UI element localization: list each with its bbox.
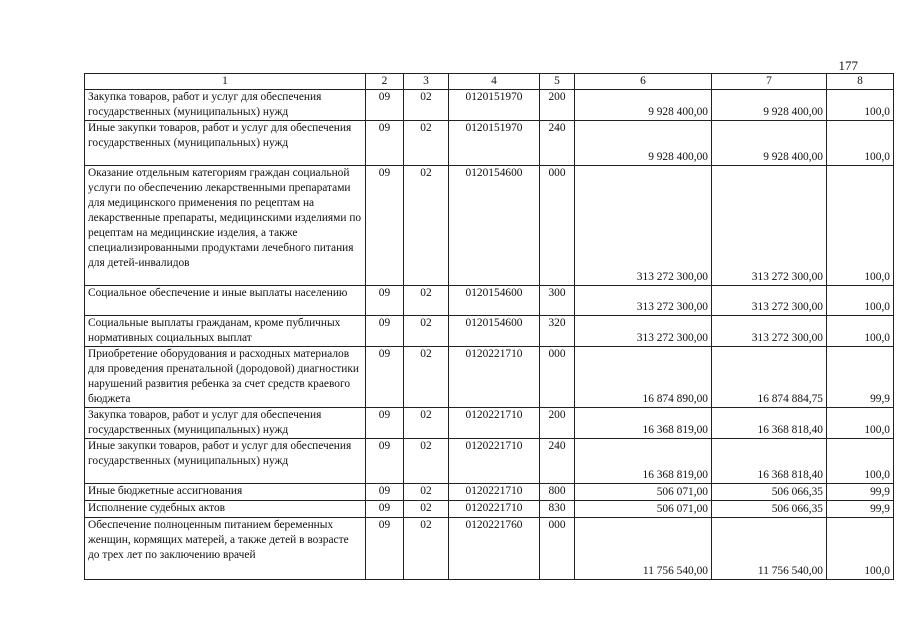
row-target-code: 0120221710 bbox=[449, 484, 540, 501]
row-subsection: 02 bbox=[404, 286, 449, 316]
table-row bbox=[85, 484, 894, 501]
row-plan: 313 272 300,00 bbox=[575, 166, 712, 286]
row-plan: 506 071,00 bbox=[575, 484, 712, 501]
row-target-code: 0120154600 bbox=[449, 166, 540, 286]
row-executed: 506 066,35 bbox=[712, 484, 827, 501]
table-row bbox=[85, 90, 894, 121]
row-subsection: 02 bbox=[404, 518, 449, 580]
header-cell: 7 bbox=[712, 74, 827, 90]
row-plan: 9 928 400,00 bbox=[575, 90, 712, 121]
row-expense-type: 300 bbox=[540, 286, 575, 316]
row-expense-type: 800 bbox=[540, 484, 575, 501]
row-executed: 16 874 884,75 bbox=[712, 347, 827, 408]
row-percent: 99,9 bbox=[827, 484, 894, 501]
row-executed: 506 066,35 bbox=[712, 501, 827, 518]
row-subsection: 02 bbox=[404, 90, 449, 121]
row-subsection: 02 bbox=[404, 484, 449, 501]
row-expense-type: 200 bbox=[540, 90, 575, 121]
row-name: Обеспечение полноценным питанием беременных женщин, кормящих матерей, а также детей в возрасте до трех лет по заключению врачей bbox=[85, 518, 366, 580]
header-cell: 2 bbox=[366, 74, 404, 90]
header-cell: 3 bbox=[404, 74, 449, 90]
row-subsection: 02 bbox=[404, 166, 449, 286]
header-cell: 4 bbox=[449, 74, 540, 90]
row-section: 09 bbox=[366, 90, 404, 121]
row-executed: 9 928 400,00 bbox=[712, 90, 827, 121]
row-percent: 100,0 bbox=[827, 286, 894, 316]
row-executed: 16 368 818,40 bbox=[712, 439, 827, 484]
budget-table bbox=[84, 73, 894, 580]
row-section: 09 bbox=[366, 518, 404, 580]
table-row bbox=[85, 439, 894, 484]
row-section: 09 bbox=[366, 408, 404, 439]
row-percent: 100,0 bbox=[827, 121, 894, 166]
row-section: 09 bbox=[366, 439, 404, 484]
table-row bbox=[85, 518, 894, 580]
row-expense-type: 830 bbox=[540, 501, 575, 518]
row-subsection: 02 bbox=[404, 347, 449, 408]
row-section: 09 bbox=[366, 484, 404, 501]
row-target-code: 0120221760 bbox=[449, 518, 540, 580]
row-expense-type: 320 bbox=[540, 316, 575, 347]
header-cell: 1 bbox=[85, 74, 366, 90]
row-executed: 9 928 400,00 bbox=[712, 121, 827, 166]
table-row bbox=[85, 501, 894, 518]
row-executed: 313 272 300,00 bbox=[712, 316, 827, 347]
row-name: Оказание отдельным категориям граждан социальной услуги по обеспечению лекарственными препаратами для медицинского применения по рецептам на лекарственные препараты, медицинскими изделиями по рецептам на медицинские изделия, а также специализированными продуктами лечебного питания для детей-инвалидов bbox=[85, 166, 366, 286]
row-executed: 313 272 300,00 bbox=[712, 286, 827, 316]
row-target-code: 0120151970 bbox=[449, 90, 540, 121]
row-name: Исполнение судебных актов bbox=[85, 501, 366, 518]
row-section: 09 bbox=[366, 286, 404, 316]
page-number: 177 bbox=[838, 58, 858, 73]
row-percent: 100,0 bbox=[827, 166, 894, 286]
table-row bbox=[85, 347, 894, 408]
row-executed: 313 272 300,00 bbox=[712, 166, 827, 286]
row-name: Иные бюджетные ассигнования bbox=[85, 484, 366, 501]
row-target-code: 0120154600 bbox=[449, 316, 540, 347]
row-plan: 9 928 400,00 bbox=[575, 121, 712, 166]
row-target-code: 0120151970 bbox=[449, 121, 540, 166]
row-executed: 16 368 818,40 bbox=[712, 408, 827, 439]
row-target-code: 0120221710 bbox=[449, 439, 540, 484]
header-cell: 8 bbox=[827, 74, 894, 90]
row-name: Социальное обеспечение и иные выплаты населению bbox=[85, 286, 366, 316]
row-plan: 16 368 819,00 bbox=[575, 439, 712, 484]
row-percent: 100,0 bbox=[827, 90, 894, 121]
row-name: Социальные выплаты гражданам, кроме публичных нормативных социальных выплат bbox=[85, 316, 366, 347]
row-subsection: 02 bbox=[404, 501, 449, 518]
row-name: Закупка товаров, работ и услуг для обеспечения государственных (муниципальных) нужд bbox=[85, 90, 366, 121]
table-row bbox=[85, 286, 894, 316]
row-section: 09 bbox=[366, 347, 404, 408]
row-target-code: 0120221710 bbox=[449, 501, 540, 518]
row-plan: 11 756 540,00 bbox=[575, 518, 712, 580]
header-cell: 5 bbox=[540, 74, 575, 90]
header-cell: 6 bbox=[575, 74, 712, 90]
row-subsection: 02 bbox=[404, 439, 449, 484]
row-plan: 313 272 300,00 bbox=[575, 286, 712, 316]
table-row bbox=[85, 121, 894, 166]
row-subsection: 02 bbox=[404, 121, 449, 166]
row-expense-type: 240 bbox=[540, 439, 575, 484]
row-plan: 16 368 819,00 bbox=[575, 408, 712, 439]
row-expense-type: 240 bbox=[540, 121, 575, 166]
table-row bbox=[85, 166, 894, 286]
row-percent: 100,0 bbox=[827, 439, 894, 484]
row-target-code: 0120221710 bbox=[449, 408, 540, 439]
row-section: 09 bbox=[366, 166, 404, 286]
row-expense-type: 200 bbox=[540, 408, 575, 439]
header-row bbox=[85, 74, 894, 90]
row-name: Приобретение оборудования и расходных материалов для проведения пренатальной (дородовой) диагностики нарушений развития ребенка за счет средств краевого бюджета bbox=[85, 347, 366, 408]
row-subsection: 02 bbox=[404, 316, 449, 347]
row-name: Закупка товаров, работ и услуг для обеспечения государственных (муниципальных) нужд bbox=[85, 408, 366, 439]
row-plan: 313 272 300,00 bbox=[575, 316, 712, 347]
row-plan: 16 874 890,00 bbox=[575, 347, 712, 408]
table-row bbox=[85, 408, 894, 439]
row-percent: 100,0 bbox=[827, 518, 894, 580]
row-plan: 506 071,00 bbox=[575, 501, 712, 518]
row-expense-type: 000 bbox=[540, 347, 575, 408]
row-percent: 99,9 bbox=[827, 501, 894, 518]
row-percent: 99,9 bbox=[827, 347, 894, 408]
row-target-code: 0120221710 bbox=[449, 347, 540, 408]
row-expense-type: 000 bbox=[540, 518, 575, 580]
row-target-code: 0120154600 bbox=[449, 286, 540, 316]
row-section: 09 bbox=[366, 501, 404, 518]
table-row bbox=[85, 316, 894, 347]
row-name: Иные закупки товаров, работ и услуг для обеспечения государственных (муниципальных) нужд bbox=[85, 439, 366, 484]
row-section: 09 bbox=[366, 316, 404, 347]
row-percent: 100,0 bbox=[827, 316, 894, 347]
row-expense-type: 000 bbox=[540, 166, 575, 286]
row-name: Иные закупки товаров, работ и услуг для обеспечения государственных (муниципальных) нужд bbox=[85, 121, 366, 166]
row-section: 09 bbox=[366, 121, 404, 166]
row-subsection: 02 bbox=[404, 408, 449, 439]
row-executed: 11 756 540,00 bbox=[712, 518, 827, 580]
row-percent: 100,0 bbox=[827, 408, 894, 439]
